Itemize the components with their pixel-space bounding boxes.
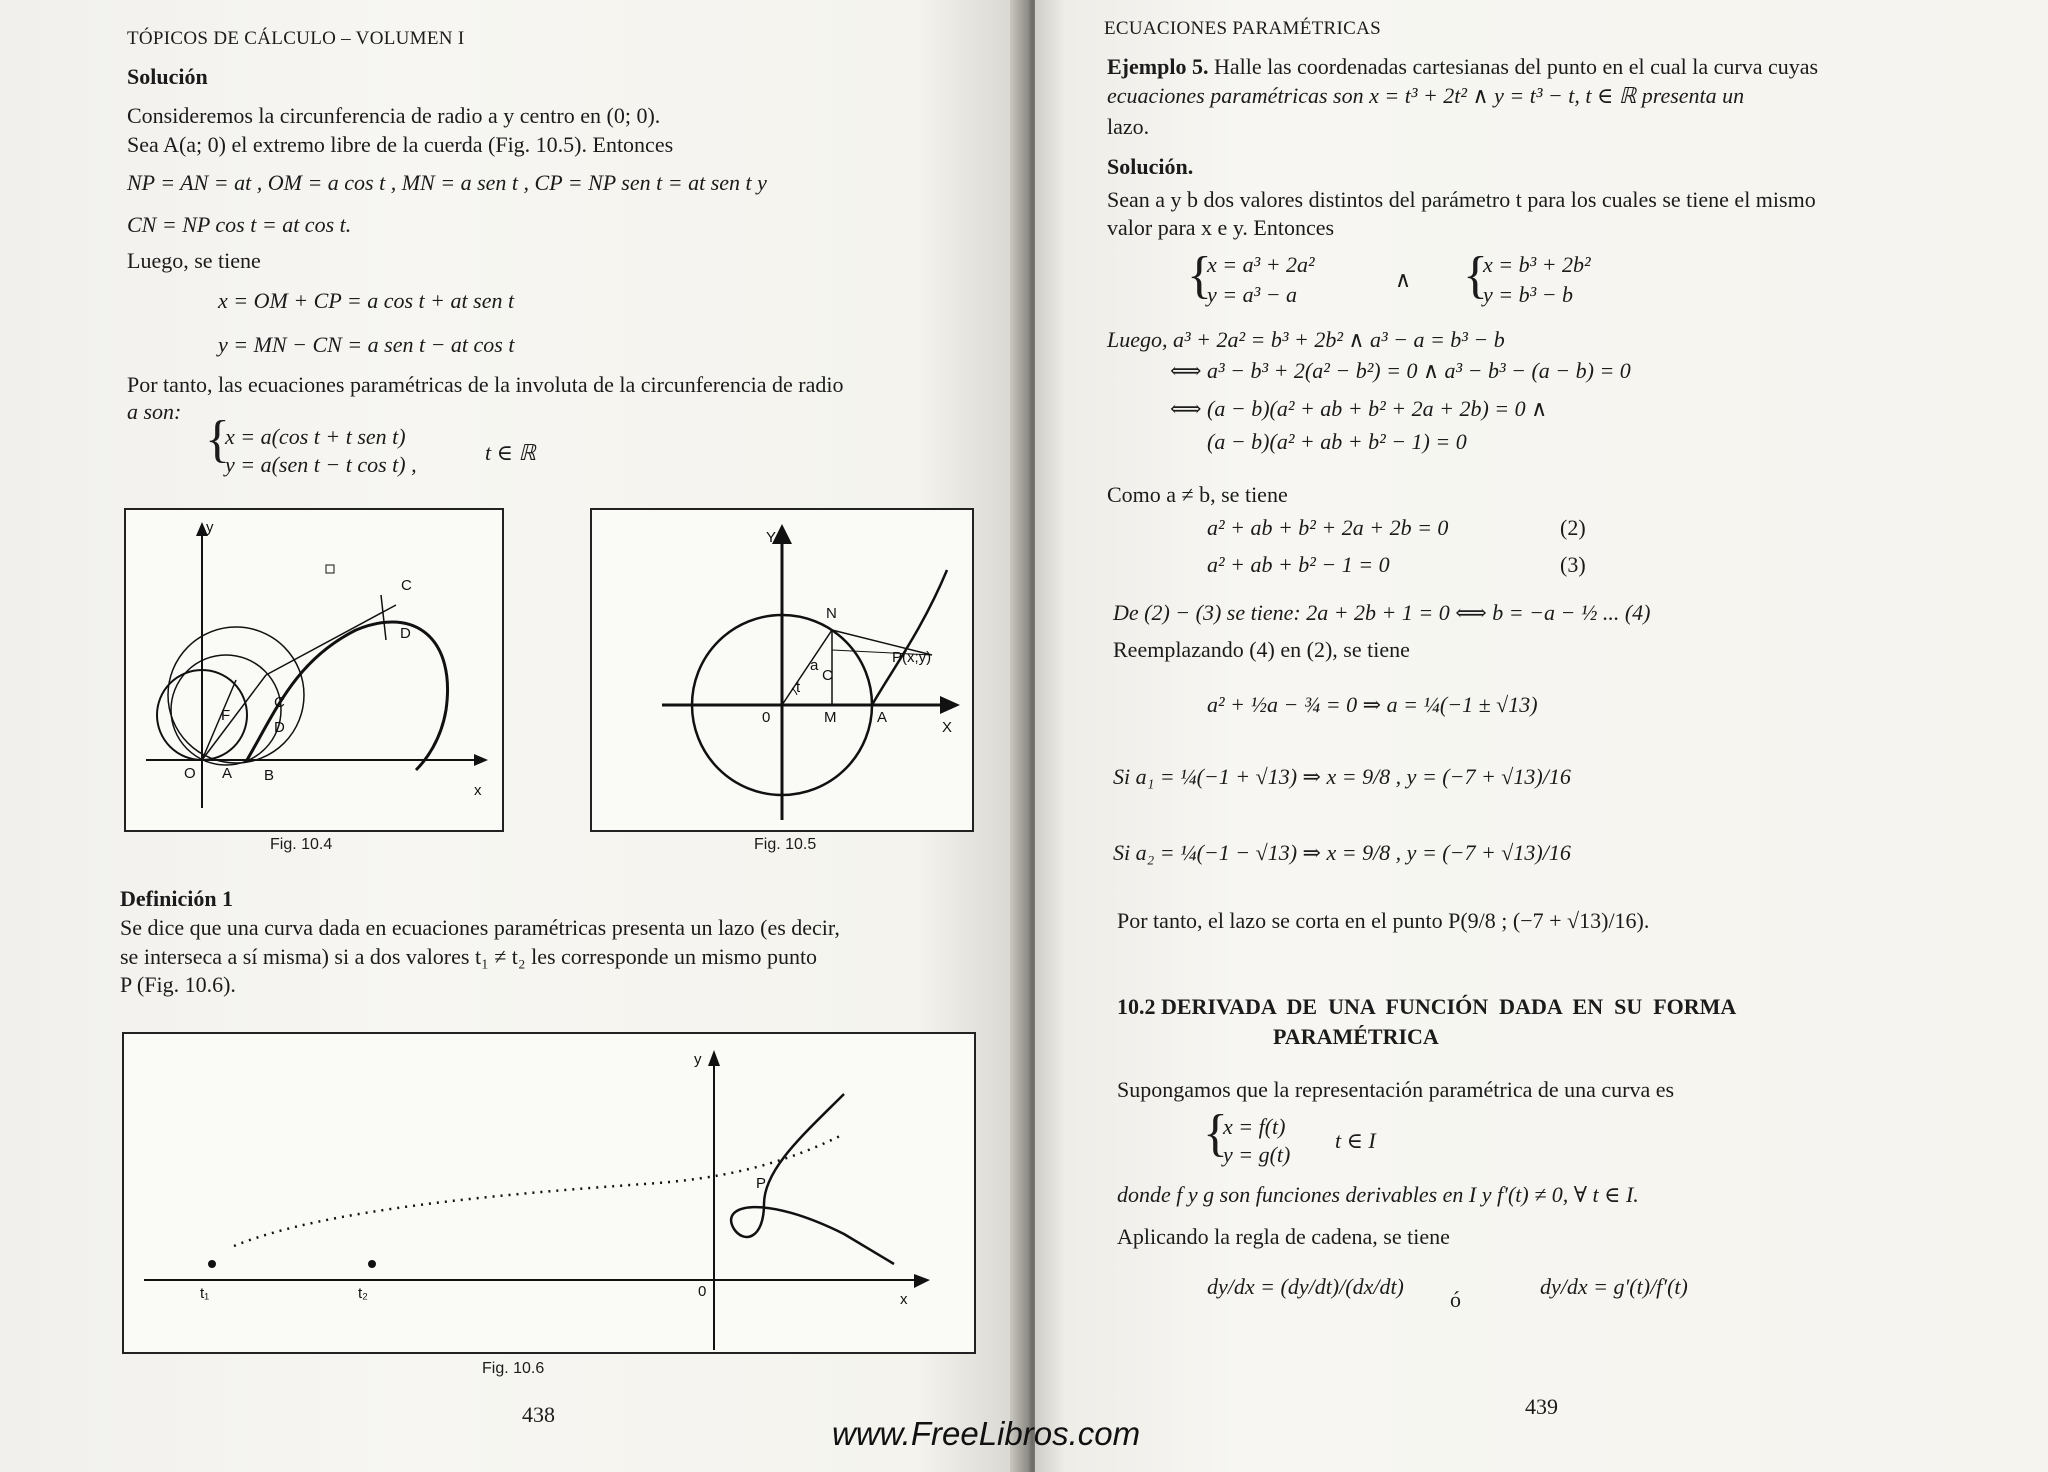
solution-title: Solución bbox=[127, 64, 208, 89]
definition-line: se interseca a sí misma) si a dos valores t₁ ≠ t₂ les corresponde un mismo punto bbox=[120, 944, 818, 969]
equation-line: y = b³ − b bbox=[1483, 282, 1574, 307]
label-x: x bbox=[900, 1291, 908, 1308]
equation-domain: t ∈ I bbox=[1335, 1128, 1376, 1153]
page-number: 439 bbox=[1525, 1394, 1558, 1419]
label-a: A bbox=[222, 765, 233, 782]
equation-tag: (3) bbox=[1560, 552, 1586, 577]
figure-10-6-drawing bbox=[124, 1034, 974, 1352]
equation-tag: (2) bbox=[1560, 515, 1586, 540]
equation-line: De (2) − (3) se tiene: 2a + 2b + 1 = 0 ⟺ b = −a − ½ ... (4) bbox=[1113, 600, 1651, 625]
label-b: B bbox=[264, 767, 275, 784]
equation-line: x = b³ + 2b² bbox=[1483, 252, 1591, 277]
definition-line: Se dice que una curva dada en ecuaciones paramétricas presenta un lazo (es decir, bbox=[120, 915, 840, 940]
and-symbol: ∧ bbox=[1395, 267, 1412, 292]
derivative-formula-1: dy/dx = (dy/dt)/(dx/dt) bbox=[1207, 1274, 1404, 1299]
example-line: Ejemplo 5. Halle las coordenadas cartesianas del punto en el cual la curva cuyas bbox=[1107, 54, 1819, 79]
text-line: Por tanto, el lazo se corta en el punto P(9/8 ; (−7 + √13)/16). bbox=[1117, 908, 1650, 933]
figure-10-4 bbox=[124, 508, 504, 832]
text-line: valor para x e y. Entonces bbox=[1107, 215, 1335, 240]
involute-curve bbox=[872, 570, 947, 705]
equation-line: CN = NP cos t = at cos t. bbox=[127, 212, 352, 237]
label-origin: 0 bbox=[698, 1283, 707, 1300]
text-line: Reemplazando (4) en (2), se tiene bbox=[1113, 637, 1410, 662]
text-line: Luego, se tiene bbox=[127, 248, 261, 273]
text-line: Supongamos que la representación paramétrica de una curva es bbox=[1117, 1077, 1675, 1102]
text-line: Aplicando la regla de cadena, se tiene bbox=[1117, 1224, 1450, 1249]
label-t2: t₂ bbox=[358, 1285, 368, 1302]
label-x: x bbox=[474, 782, 482, 799]
example-line: ecuaciones paramétricas son x = t³ + 2t² ∧ y = t³ − t, t ∈ ℝ presenta un bbox=[1107, 83, 1745, 108]
definition-title: Definición 1 bbox=[120, 886, 234, 911]
text-line: Como a ≠ b, se tiene bbox=[1107, 482, 1288, 507]
label-a-radius: a bbox=[810, 657, 819, 674]
right-page: ECUACIONES PARAMÉTRICAS Ejemplo 5. Halle las coordenadas cartesianas del punto en el cual la curva cuyas ecuaciones paramétricas son x = t³ + 2t² ∧ y = t³ − t, t ∈ ℝ presenta un lazo. Solución. Sean a y b dos valores distintos del parámetro t para los cuales se tiene el mismo valor para x e y. Entonces { x = a³ + 2a² y = a³ − a ∧ { x = b³ + 2b² y = b³ − b Luego, a³ + 2a² = b³ + 2b² ∧ a³ − a = b³ − b ⟺ a³ − b³ + 2(a² − b²) = 0 ∧ a³ − b³ − (a − b) = 0 ⟺ (a − b)(a² + ab + b² + 2a + 2b) = 0 ∧ (a − b)(a² + ab + b² − 1) = 0 Como a ≠ b, se tiene a² + ab + b² + 2a + 2b = 0 (2) a² + ab + b² − 1 = 0 (3) De (2) − (3) se tiene: 2a + 2b + 1 = 0 ⟺ b = −a − ½ ... (4) Reemplazando (4) en (2), se tiene a² + ½a − ¾ = 0 ⇒ a = ¼(−1 ± √13) Si a₁ = ¼(−1 + √13) ⇒ x = 9/8 , y = (−7 + √13)/16 Si a₂ = ¼(−1 − √13) ⇒ x = 9/8 , y = (−7 + √13)/16 Por tanto, el lazo se corta en el punto P(9/8 ; (−7 + √13)/16). 10.2 DERIVADA DE UNA FUNCIÓN DADA EN SU FORMA PARAMÉTRICA Supongamos que la representación paramétrica de una curva es { x = f(t) y = g(t) t ∈ I donde f y g son funciones derivables en I y f′(t) ≠ 0, ∀ t ∈ I. Aplicando la regla de cadena, se tiene dy/dx = (dy/dt)/(dx/dt) ó dy/dx = g′(t)/f′(t) 439 bbox=[1035, 0, 2048, 1472]
equation-line: NP = AN = at , OM = a cos t , MN = a sen t , CP = NP sen t = at sen t y bbox=[127, 170, 767, 195]
label-p: P(x;y) bbox=[892, 649, 932, 666]
equation-line: ⟺ a³ − b³ + 2(a² − b²) = 0 ∧ a³ − b³ − (a − b) = 0 bbox=[1170, 358, 1631, 383]
label-y: Y bbox=[766, 529, 777, 546]
equation-line: Si a₂ = ¼(−1 − √13) ⇒ x = 9/8 , y = (−7 + √13)/16 bbox=[1113, 840, 1571, 865]
parameter-dotted-line bbox=[234, 1134, 844, 1246]
equation-line: y = a³ − a bbox=[1207, 282, 1298, 307]
label-t1: t₁ bbox=[200, 1285, 210, 1302]
text-line: Sea A(a; 0) el extremo libre de la cuerda (Fig. 10.5). Entonces bbox=[127, 132, 674, 157]
equation-line: (a − b)(a² + ab + b² − 1) = 0 bbox=[1207, 429, 1467, 454]
label-f: F bbox=[221, 707, 231, 724]
label-c: C bbox=[274, 694, 285, 711]
equation-line: a² + ½a − ¾ = 0 ⇒ a = ¼(−1 ± √13) bbox=[1207, 692, 1538, 717]
equation-line: ⟺ (a − b)(a² + ab + b² + 2a + 2b) = 0 ∧ bbox=[1170, 396, 1548, 421]
footer-watermark-url: www.FreeLibros.com bbox=[832, 1415, 1141, 1452]
equation-line: x = a(cos t + t sen t) bbox=[225, 424, 406, 449]
definition-line: P (Fig. 10.6). bbox=[120, 972, 236, 997]
equation-line: x = f(t) bbox=[1223, 1114, 1286, 1139]
equation-line: y = a(sen t − t cos t) , bbox=[225, 452, 417, 477]
derivative-formula-2: dy/dx = g′(t)/f′(t) bbox=[1540, 1274, 1688, 1299]
figure-10-5-drawing bbox=[592, 510, 972, 830]
text-line: Consideremos la circunferencia de radio a y centro en (0; 0). bbox=[127, 103, 661, 128]
label-origin: 0 bbox=[762, 709, 771, 726]
equation-line: y = g(t) bbox=[1223, 1142, 1291, 1167]
label-o: O bbox=[184, 765, 196, 782]
page-number: 438 bbox=[522, 1402, 555, 1427]
equation-line: x = OM + CP = a cos t + at sen t bbox=[218, 288, 515, 313]
label-d-top: D bbox=[400, 625, 411, 642]
figure-10-6 bbox=[122, 1032, 976, 1354]
running-header: ECUACIONES PARAMÉTRICAS bbox=[1104, 18, 1381, 39]
example-title: Ejemplo 5. bbox=[1107, 54, 1209, 79]
label-a: A bbox=[877, 709, 888, 726]
label-y: y bbox=[206, 519, 214, 536]
label-y: y bbox=[694, 1051, 702, 1068]
system-brace: { bbox=[205, 411, 230, 468]
left-page bbox=[0, 0, 1020, 1472]
label-t: t bbox=[796, 679, 801, 696]
label-m: M bbox=[824, 709, 837, 726]
text-line: donde f y g son funciones derivables en I y f′(t) ≠ 0, ∀ t ∈ I. bbox=[1117, 1182, 1639, 1207]
label-c: C bbox=[822, 667, 833, 684]
figure-10-4-drawing bbox=[126, 510, 502, 830]
equation-line: x = a³ + 2a² bbox=[1207, 252, 1315, 277]
equation-line: a² + ab + b² − 1 = 0 bbox=[1207, 552, 1390, 577]
figure-10-5 bbox=[590, 508, 974, 832]
label-c-top: C bbox=[401, 577, 412, 594]
fig-10-5-caption: Fig. 10.5 bbox=[754, 836, 817, 853]
label-d: D bbox=[274, 719, 285, 736]
equation-domain: t ∈ ℝ bbox=[485, 440, 536, 465]
label-x: X bbox=[942, 719, 953, 736]
text-line: Sean a y b dos valores distintos del parámetro t para los cuales se tiene el mismo bbox=[1107, 187, 1816, 212]
text-line: Por tanto, las ecuaciones paramétricas de la involuta de la circunferencia de radio bbox=[127, 372, 844, 397]
section-title-line-2: PARAMÉTRICA bbox=[1273, 1024, 1439, 1049]
solution-title: Solución. bbox=[1107, 154, 1194, 179]
equation-line: y = MN − CN = a sen t − at cos t bbox=[218, 332, 515, 357]
equation-line: Luego, a³ + 2a² = b³ + 2b² ∧ a³ − a = b³ − b bbox=[1107, 327, 1505, 352]
fig-10-4-caption: Fig. 10.4 bbox=[270, 836, 333, 853]
fig-10-6-caption: Fig. 10.6 bbox=[482, 1360, 545, 1377]
example-line: lazo. bbox=[1107, 114, 1150, 139]
running-header: TÓPICOS DE CÁLCULO – VOLUMEN I bbox=[127, 28, 465, 49]
section-title: 10.2 DERIVADA DE UNA FUNCIÓN DADA EN SU FORMA bbox=[1117, 994, 1737, 1019]
label-p: P bbox=[756, 1175, 767, 1192]
equation-line: a² + ab + b² + 2a + 2b = 0 bbox=[1207, 515, 1449, 540]
equation-line: Si a₁ = ¼(−1 + √13) ⇒ x = 9/8 , y = (−7 + √13)/16 bbox=[1113, 764, 1571, 789]
label-n: N bbox=[826, 605, 837, 622]
text-line: a son: bbox=[127, 399, 182, 424]
or-word: ó bbox=[1450, 1287, 1461, 1312]
